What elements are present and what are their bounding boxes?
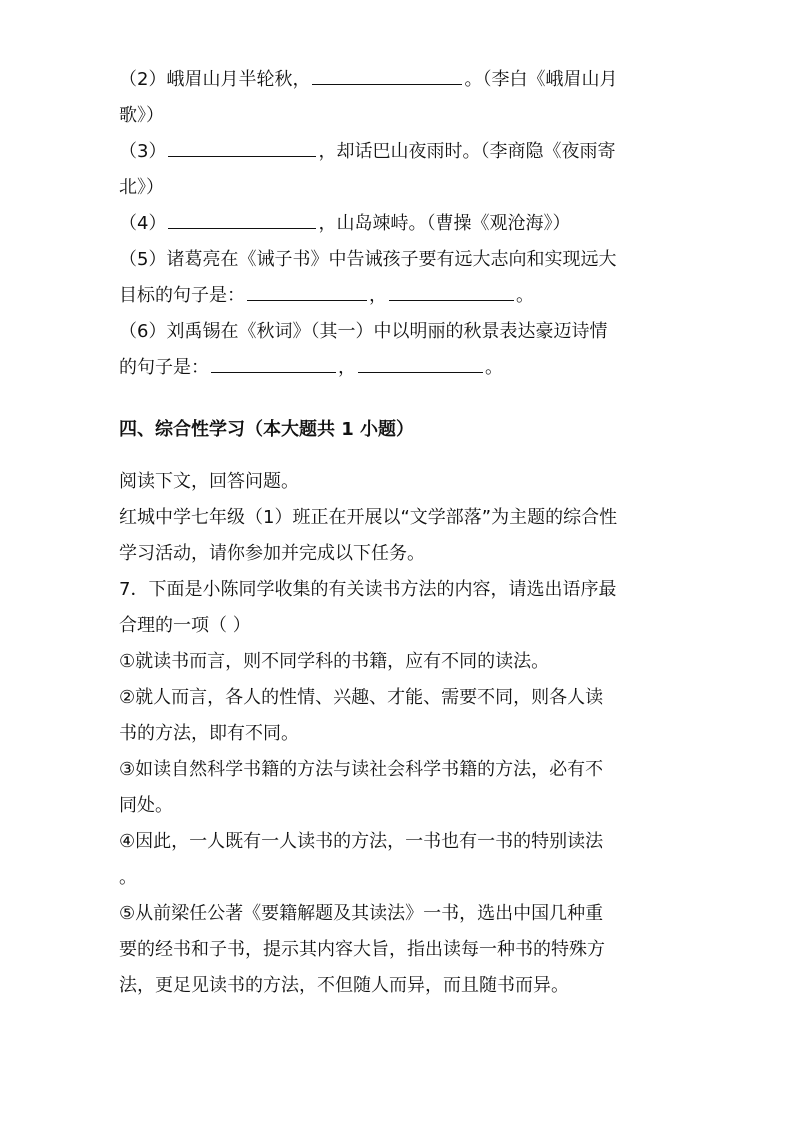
option-2-line-2: 书的方法，即有不同。	[119, 723, 299, 744]
poem-6-text-after: 。	[485, 357, 503, 378]
poem-6-text: （6）刘禹锡在《秋词》（其一）中以明丽的秋景表达豪迈诗情	[119, 321, 608, 342]
section-heading: 四、综合性学习（本大题共 1 小题）	[119, 419, 415, 440]
poem-2-answer-blank[interactable]	[312, 64, 462, 85]
poem-2-text-after: 。（李白《峨眉山月	[464, 69, 618, 90]
poem-5-answer-blank-1[interactable]	[247, 280, 367, 301]
poem-2-text-continued: 歌》）	[119, 105, 164, 126]
poem-6-answer-blank-1[interactable]	[211, 352, 336, 373]
heading-gap	[119, 452, 675, 464]
question-line-2: 合理的一项（ ）	[119, 615, 251, 636]
poem-5-text-before: 目标的句子是：	[119, 285, 245, 306]
poem-item-4-line-1	[119, 206, 675, 242]
option-3-line-1: ③如读自然科学书籍的方法与读社会科学书籍的方法，必有不	[119, 759, 604, 780]
poem-6-text-mid: ，	[338, 357, 356, 378]
poem-item-6-line-1	[119, 314, 675, 350]
option-5-line-1: ⑤从前梁任公著《要籍解题及其读法》一书，选出中国几种重	[119, 903, 604, 924]
poem-item-5-line-2	[119, 278, 675, 314]
option-1: ①就读书而言，则不同学科的书籍，应有不同的读法。	[119, 651, 550, 672]
option-4-line-2: 。	[119, 867, 137, 888]
poem-6-text-before: 的句子是：	[119, 357, 209, 378]
poem-4-text-before: （4）	[119, 213, 167, 234]
poem-4-text-after: ，山岛竦峙。（曹操《观沧海》）	[318, 213, 571, 234]
poem-item-6-line-2	[119, 350, 675, 386]
intro-line-2: 红城中学七年级（1）班正在开展以“文学部落”为主题的综合性	[119, 507, 618, 528]
poem-6-answer-blank-2[interactable]	[358, 352, 483, 373]
poem-3-text-after: ，却话巴山夜雨时。（李商隐《夜雨寄	[318, 141, 616, 162]
poem-2-text-before: （2）峨眉山月半轮秋，	[119, 69, 311, 90]
poem-item-2-line-2	[119, 98, 675, 134]
option-5-line-2: 要的经书和子书，提示其内容大旨，指出读每一种书的特殊方	[119, 939, 605, 960]
poem-5-text-after: 。	[516, 285, 534, 306]
question-line-1: 7．下面是小陈同学收集的有关读书方法的内容，请选出语序最	[119, 579, 617, 600]
poem-5-answer-blank-2[interactable]	[389, 280, 514, 301]
intro-line-3: 学习活动，请你参加并完成以下任务。	[119, 543, 425, 564]
poem-item-3-line-1	[119, 134, 675, 170]
option-3-line-2: 同处。	[119, 795, 173, 816]
section-spacer	[119, 386, 675, 412]
option-5-line-3: 法，更足见读书的方法，不但随人而异，而且随书而异。	[119, 975, 569, 996]
poem-3-answer-blank[interactable]	[168, 136, 316, 157]
poem-item-2-line-1	[119, 62, 675, 98]
poem-4-answer-blank[interactable]	[168, 208, 316, 229]
poem-3-text-continued: 北》）	[119, 177, 164, 198]
document-content	[119, 62, 675, 1004]
poem-5-text-mid: ，	[369, 285, 387, 306]
poem-item-3-line-2	[119, 170, 675, 206]
option-4-line-1: ④因此，一人既有一人读书的方法，一书也有一书的特别读法	[119, 831, 604, 852]
poem-5-text: （5）诸葛亮在《诫子书》中告诫孩子要有远大志向和实现远大	[119, 249, 617, 270]
intro-line-1: 阅读下文，回答问题。	[119, 471, 299, 492]
poem-item-5-line-1	[119, 242, 675, 278]
option-2-line-1: ②就人而言，各人的性情、兴趣、才能、需要不同，则各人读	[119, 687, 604, 708]
poem-3-text-before: （3）	[119, 141, 167, 162]
